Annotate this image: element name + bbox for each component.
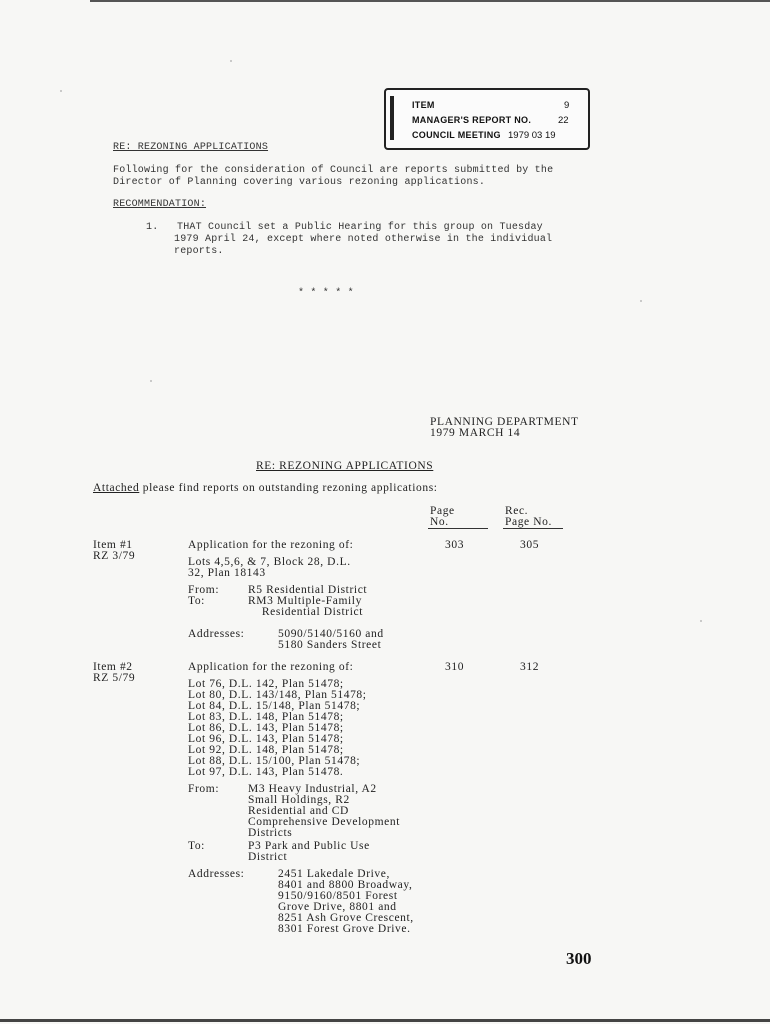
col-page-header: No. (430, 516, 449, 528)
scan-speck (60, 90, 62, 92)
section-separator: * * * * * (298, 288, 354, 299)
page-number-ref: 310 (445, 661, 465, 673)
address-line: 8401 and 8800 Broadway, (278, 879, 413, 891)
lot-description: Lot 92, D.L. 148, Plan 51478; (188, 744, 344, 756)
application-label: Application for the rezoning of: (188, 661, 354, 673)
from-label: From: (188, 783, 220, 795)
attached-word: Attached (93, 482, 140, 494)
recommendation-text: 1979 April 24, except where noted otherwise in the individual (174, 234, 553, 245)
page-number: 300 (566, 949, 592, 968)
department-name: PLANNING DEPARTMENT (430, 416, 579, 428)
to-zone: RM3 Multiple-Family (248, 595, 362, 607)
lot-description: 32, Plan 18143 (188, 567, 266, 579)
bottom-border (0, 1019, 770, 1022)
scan-speck (150, 380, 152, 382)
rec-page-number-ref: 305 (520, 539, 540, 551)
lot-description: Lot 80, D.L. 143/148, Plan 51478; (188, 689, 367, 701)
address-line: Grove Drive, 8801 and (278, 901, 397, 913)
from-zone: Small Holdings, R2 (248, 794, 350, 806)
rezoning-number: RZ 3/79 (93, 550, 136, 562)
stamp-item-value: 9 (564, 100, 570, 111)
address-line: 2451 Lakedale Drive, (278, 868, 390, 880)
lot-description: Lot 86, D.L. 143, Plan 51478; (188, 722, 344, 734)
stamp-report-value: 22 (558, 115, 569, 126)
lot-description: Lot 97, D.L. 143, Plan 51478. (188, 766, 344, 778)
recommendation-heading: RECOMMENDATION: (113, 199, 207, 210)
top-border (90, 0, 770, 2)
stamp-meeting-label: COUNCIL MEETING (412, 130, 501, 140)
planning-re-line: RE: REZONING APPLICATIONS (256, 460, 434, 472)
from-label: From: (188, 584, 220, 596)
address-line: 9150/9160/8501 Forest (278, 890, 398, 902)
to-label: To: (188, 595, 205, 607)
to-label: To: (188, 840, 205, 852)
department-date: 1979 MARCH 14 (430, 427, 521, 439)
recommendation-text: 1. THAT Council set a Public Hearing for this group on Tuesday (146, 222, 543, 233)
to-zone: District (248, 851, 288, 863)
address-line: 8251 Ash Grove Crescent, (278, 912, 414, 924)
address-line: 5090/5140/5160 and (278, 628, 384, 640)
scan-speck (640, 300, 642, 302)
item-number: Item #2 (93, 661, 133, 673)
col-rec-header: Page No. (505, 516, 552, 528)
application-label: Application for the rezoning of: (188, 539, 354, 551)
page-number-ref: 303 (445, 539, 465, 551)
stamp-bar (390, 96, 394, 140)
from-zone: M3 Heavy Industrial, A2 (248, 783, 377, 795)
memo-intro-line: Director of Planning covering various rezoning applications. (113, 177, 486, 188)
item-number: Item #1 (93, 539, 133, 551)
to-zone: P3 Park and Public Use (248, 840, 370, 852)
lot-description: Lots 4,5,6, & 7, Block 28, D.L. (188, 556, 351, 568)
addresses-label: Addresses: (188, 868, 245, 880)
scan-speck (700, 620, 702, 622)
stamp-meeting-value: 1979 03 19 (508, 130, 556, 141)
lot-description: Lot 76, D.L. 142, Plan 51478; (188, 678, 344, 690)
rec-page-number-ref: 312 (520, 661, 540, 673)
stamp-report-label: MANAGER'S REPORT NO. (412, 115, 532, 125)
col-page-underline (428, 528, 488, 529)
lot-description: Lot 88, D.L. 15/100, Plan 51478; (188, 755, 361, 767)
from-zone: Residential and CD (248, 805, 349, 817)
col-page-header: Page (430, 505, 455, 517)
lot-description: Lot 83, D.L. 148, Plan 51478; (188, 711, 344, 723)
agenda-stamp (384, 88, 590, 150)
col-rec-underline (503, 528, 563, 529)
scan-speck (230, 60, 232, 62)
to-zone: Residential District (248, 606, 364, 618)
rezoning-number: RZ 5/79 (93, 672, 136, 684)
attached-rest: please find reports on outstanding rezoning applications: (139, 482, 438, 494)
address-line: 5180 Sanders Street (278, 639, 382, 651)
from-zone: Comprehensive Development (248, 816, 401, 828)
address-line: 8301 Forest Grove Drive. (278, 923, 411, 935)
memo-re-line: RE: REZONING APPLICATIONS (113, 142, 269, 153)
memo-intro-line: Following for the consideration of Council are reports submitted by the (113, 165, 554, 176)
lot-description: Lot 84, D.L. 15/148, Plan 51478; (188, 700, 361, 712)
stamp-item-label: ITEM (412, 100, 435, 110)
recommendation-text: reports. (174, 246, 224, 257)
col-rec-header: Rec. (505, 505, 529, 517)
lot-description: Lot 96, D.L. 143, Plan 51478; (188, 733, 344, 745)
attached-line (93, 483, 438, 494)
from-zone: R5 Residential District (248, 584, 368, 596)
addresses-label: Addresses: (188, 628, 245, 640)
from-zone: Districts (248, 827, 293, 839)
